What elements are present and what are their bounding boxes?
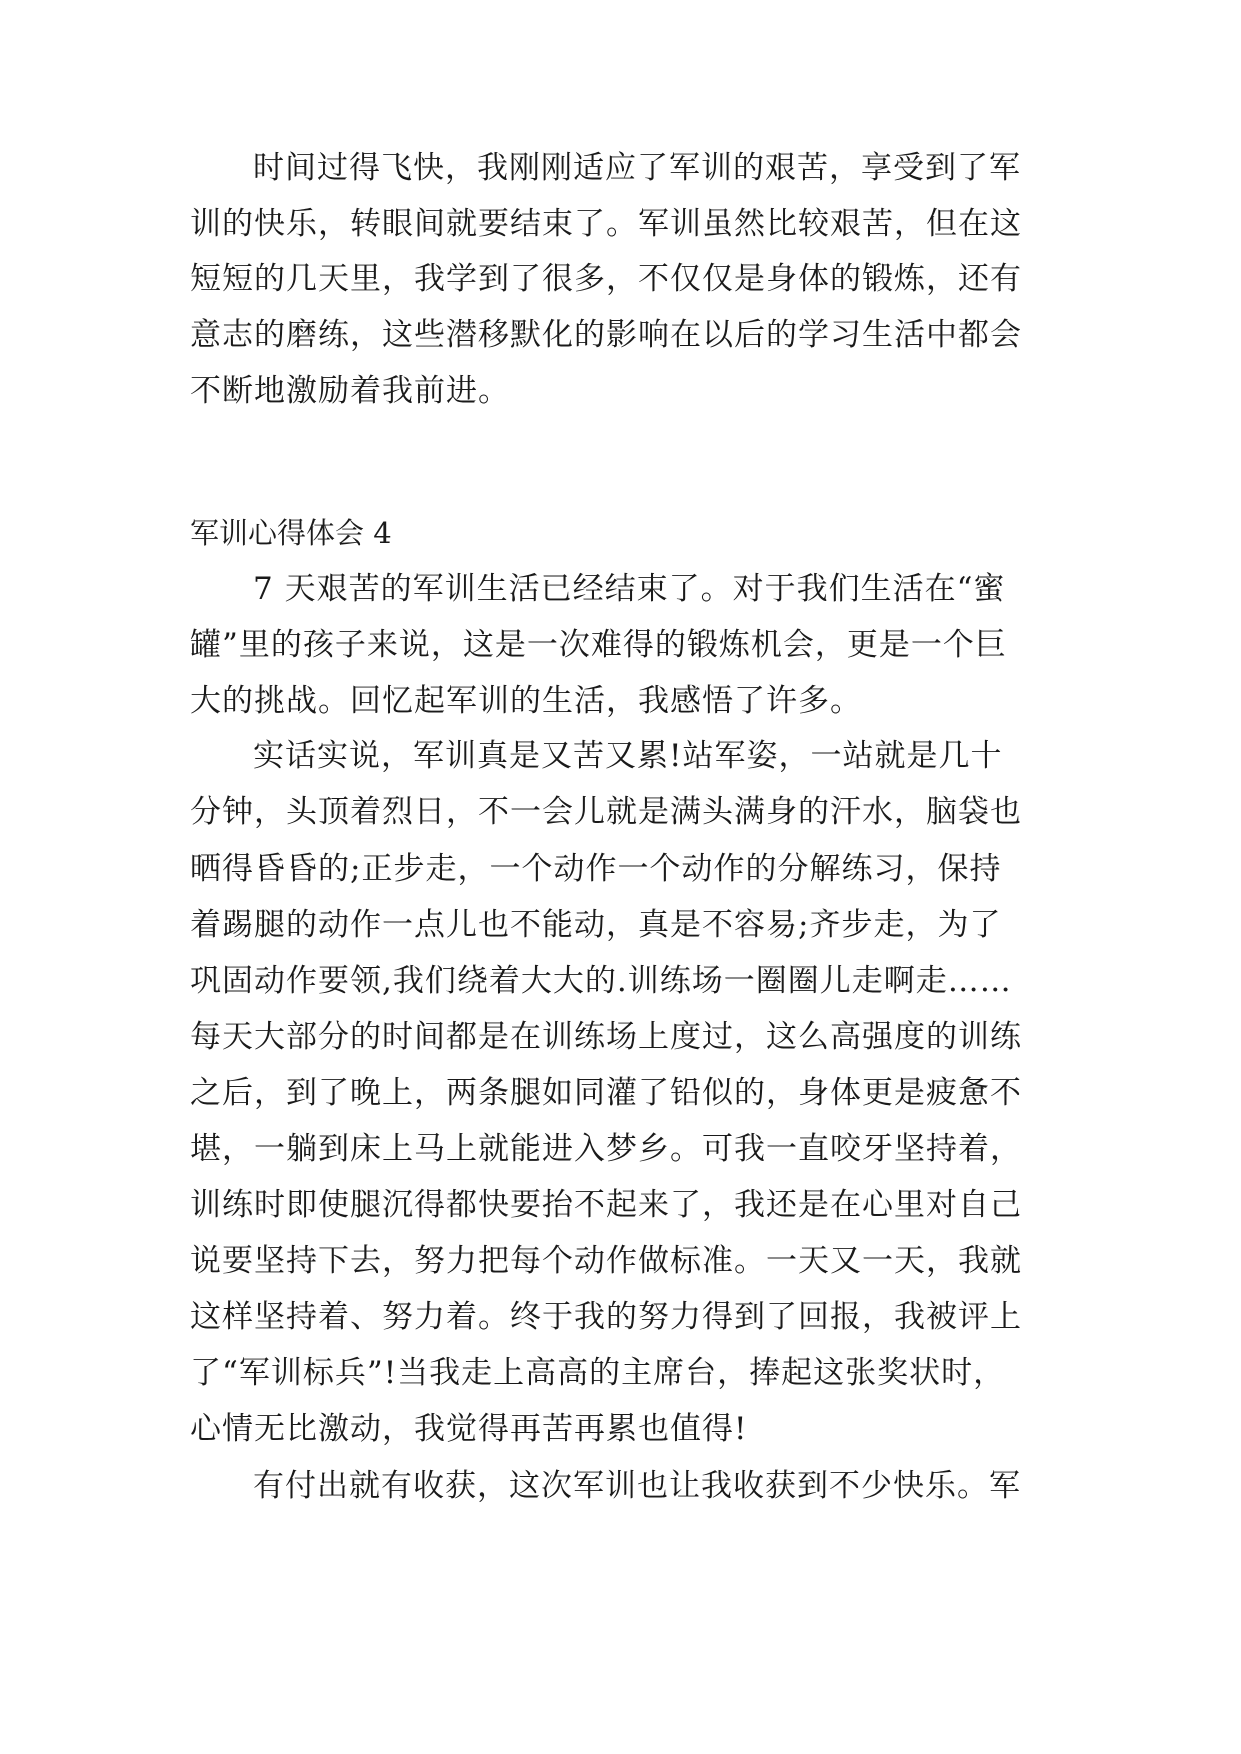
paragraph-3-line-11: 这样坚持着、努力着。终于我的努力得到了回报，我被评上 — [190, 1299, 1022, 1335]
paragraph-4-line-1: 有付出就有收获，这次军训也让我收获到不少快乐。军 — [253, 1468, 1021, 1504]
paragraph-2-line-2: 罐”里的孩子来说，这是一次难得的锻炼机会，更是一个巨 — [190, 627, 1007, 663]
paragraph-1-line-3: 短短的几天里，我学到了很多，不仅仅是身体的锻炼，还有 — [190, 261, 1022, 297]
paragraph-3-line-8: 堪，一躺到床上马上就能进入梦乡。可我一直咬牙坚持着， — [190, 1131, 1022, 1167]
paragraph-1-line-1: 时间过得飞快，我刚刚适应了军训的艰苦，享受到了军 — [253, 150, 1021, 186]
paragraph-3-line-4: 着踢腿的动作一点儿也不能动，真是不容易;齐步走，为了 — [190, 907, 1002, 943]
section-heading: 军训心得体会 4 — [190, 516, 392, 550]
paragraph-3-line-1: 实话实说，军训真是又苦又累!站军姿，一站就是几十 — [253, 738, 1003, 774]
paragraph-1-line-5: 不断地激励着我前进。 — [190, 373, 510, 409]
paragraph-2-line-3: 大的挑战。回忆起军训的生活，我感悟了许多。 — [190, 683, 862, 719]
paragraph-1-line-4: 意志的磨练，这些潜移默化的影响在以后的学习生活中都会 — [190, 317, 1022, 353]
paragraph-3-line-5: 巩固动作要领,我们绕着大大的.训练场一圈圈儿走啊走…… — [190, 963, 1012, 999]
paragraph-3-line-3: 晒得昏昏的;正步走，一个动作一个动作的分解练习，保持 — [190, 851, 1002, 887]
paragraph-3-line-13: 心情无比激动，我觉得再苦再累也值得! — [190, 1411, 748, 1447]
paragraph-2-line-1: 7 天艰苦的军训生活已经结束了。对于我们生活在“蜜 — [253, 571, 1006, 607]
paragraph-3-line-6: 每天大部分的时间都是在训练场上度过，这么高强度的训练 — [190, 1019, 1022, 1055]
paragraph-3-line-12: 了“军训标兵”!当我走上高高的主席台，捧起这张奖状时， — [190, 1355, 1006, 1391]
paragraph-3-line-7: 之后，到了晚上，两条腿如同灌了铅似的，身体更是疲惫不 — [190, 1075, 1022, 1111]
paragraph-3-line-2: 分钟，头顶着烈日，不一会儿就是满头满身的汗水，脑袋也 — [190, 794, 1022, 830]
paragraph-1-line-2: 训的快乐，转眼间就要结束了。军训虽然比较艰苦，但在这 — [190, 206, 1022, 242]
paragraph-3-line-10: 说要坚持下去，努力把每个动作做标准。一天又一天，我就 — [190, 1243, 1022, 1279]
paragraph-3-line-9: 训练时即使腿沉得都快要抬不起来了，我还是在心里对自己 — [190, 1187, 1022, 1223]
